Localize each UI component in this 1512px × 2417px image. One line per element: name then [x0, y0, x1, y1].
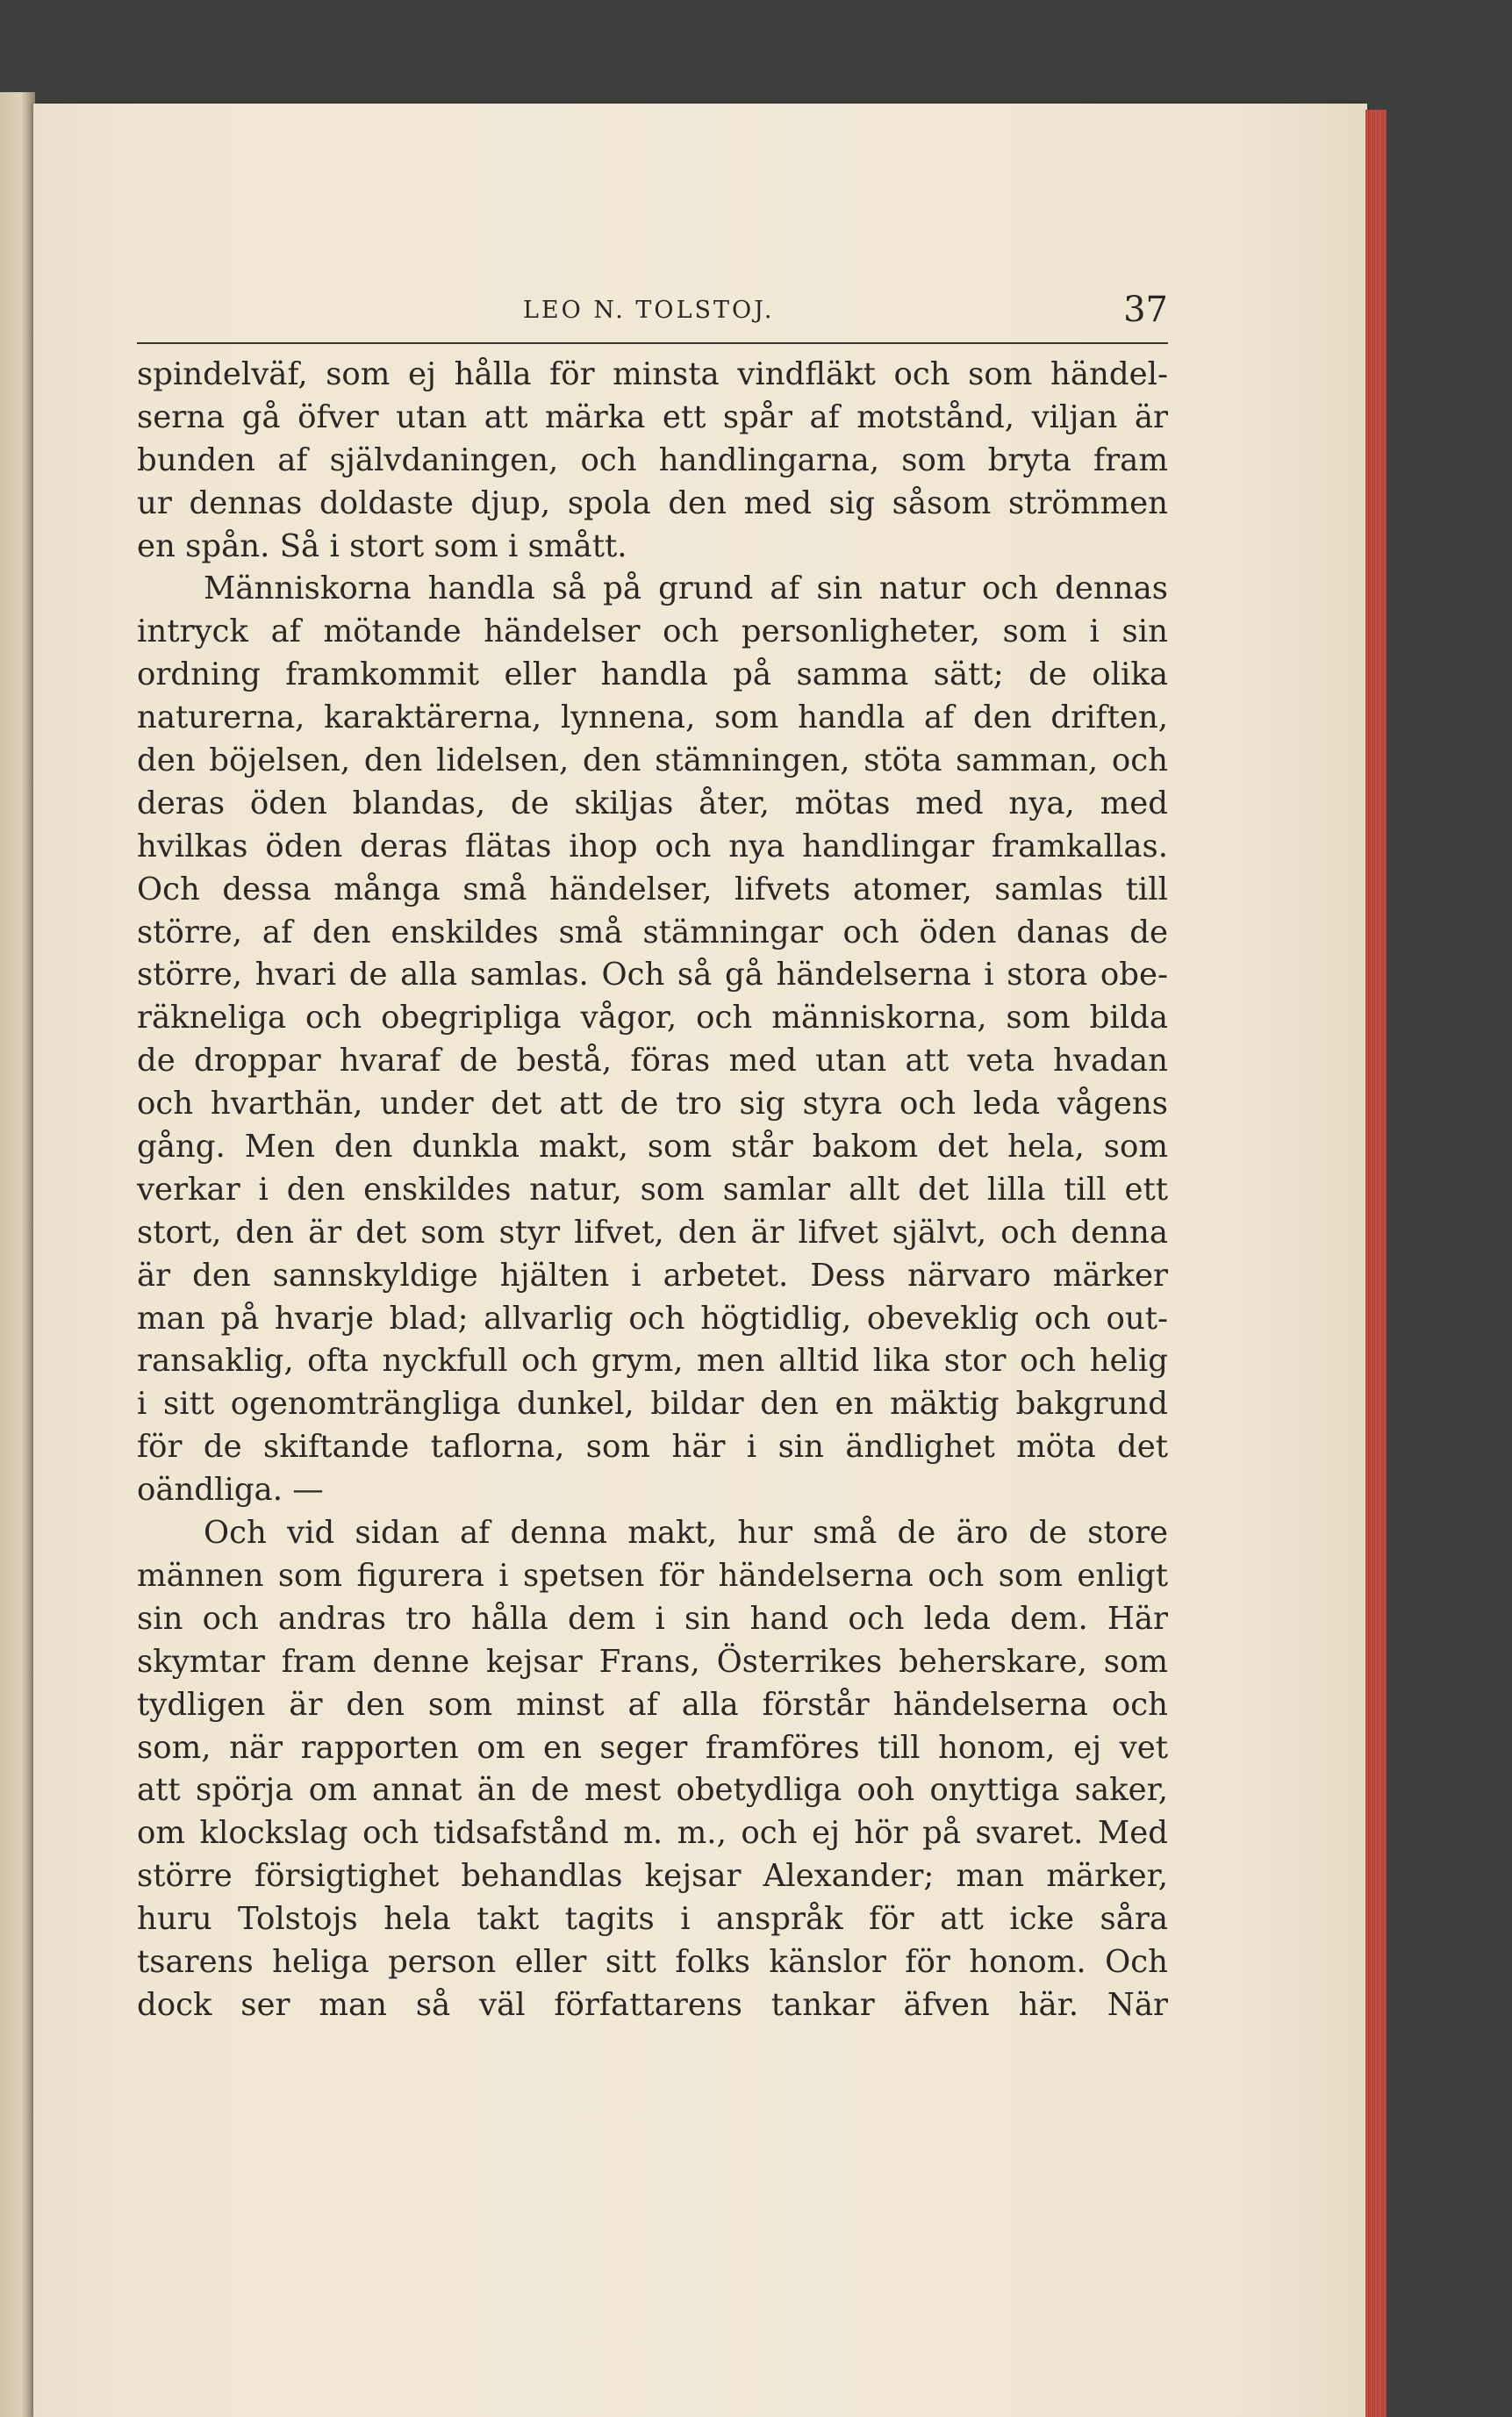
text-line: ordning framkommit eller handla på samma sätt; de olika — [137, 656, 1168, 693]
text-line: den böjelsen, den lidelsen, den stämningen, stöta samman, och — [137, 742, 1168, 779]
running-head: LEO N. TOLSTOJ. — [523, 297, 775, 324]
text-line: ur dennas doldaste djup, spola den med sig såsom strömmen — [137, 484, 1168, 521]
text-line: spindelväf, som ej hålla för minsta vindfläkt och som händel- — [137, 356, 1168, 392]
text-line: i sitt ogenomträngliga dunkel, bildar den en mäktig bakgrund — [137, 1386, 1168, 1423]
text-line: skymtar fram denne kejsar Frans, Österrikes beherskare, som — [137, 1643, 1168, 1680]
facing-page-edge — [0, 92, 35, 2417]
text-line: huru Tolstojs hela takt tagits i anspråk för att icke såra — [137, 1901, 1168, 1938]
text-line: tydligen är den som minst af alla förstår händelserna och — [137, 1686, 1168, 1723]
text-line: större försigtighet behandlas kejsar Alexander; man märker, — [137, 1858, 1168, 1895]
text-line: intryck af mötande händelser och personligheter, som i sin — [137, 613, 1168, 650]
text-line: gång. Men den dunkla makt, som står bakom det hela, som — [137, 1129, 1168, 1165]
text-line: hvilkas öden deras flätas ihop och nya handlingar framkallas. — [137, 828, 1168, 864]
text-line: Och vid sidan af denna makt, hur små de äro de store — [204, 1515, 1168, 1552]
text-line: deras öden blandas, de skiljas åter, mötas med nya, med — [137, 785, 1168, 821]
text-line: Människorna handla så på grund af sin natur och dennas — [204, 570, 1168, 607]
text-line: att spörja om annat än de mest obetydliga ooh onyttiga saker, — [137, 1772, 1168, 1809]
text-line: oändliga. — — [137, 1472, 324, 1509]
page-number: 37 — [1123, 290, 1168, 330]
text-line: Och dessa många små händelser, lifvets atomer, samlas till — [137, 871, 1168, 907]
text-line: ransaklig, ofta nyckfull och grym, men alltid lika stor och helig — [137, 1343, 1168, 1380]
text-line: större, af den enskildes små stämningar och öden danas de — [137, 914, 1168, 950]
text-line: är den sannskyldige hjälten i arbetet. Dess närvaro märker — [137, 1257, 1168, 1294]
header-rule — [137, 342, 1168, 344]
text-line: som, när rapporten om en seger framföres till honom, ej vet — [137, 1729, 1168, 1766]
text-line: de droppar hvaraf de bestå, föras med utan att veta hvadan — [137, 1043, 1168, 1079]
text-line: verkar i den enskildes natur, som samlar allt det lilla till ett — [137, 1171, 1168, 1208]
text-line: man på hvarje blad; allvarlig och högtidlig, obeveklig och out- — [137, 1300, 1168, 1337]
page-header — [137, 290, 1168, 342]
text-line: om klockslag och tidsafstånd m. m., och ej hör på svaret. Med — [137, 1815, 1168, 1852]
text-line: männen som figurera i spetsen för händelserna och som enligt — [137, 1557, 1168, 1594]
text-line: dock ser man så väl författarens tankar äfven här. När — [137, 1986, 1168, 2023]
text-line: räkneliga och obegripliga vågor, och människorna, som bilda — [137, 1000, 1168, 1036]
text-line: tsarens heliga person eller sitt folks känslor för honom. Och — [137, 1943, 1168, 1980]
body-text — [137, 354, 1168, 2027]
text-line: en spån. Så i stort som i smått. — [137, 527, 627, 564]
text-line: serna gå öfver utan att märka ett spår af motstånd, viljan är — [137, 398, 1168, 435]
text-line: stort, den är det som styr lifvet, den är lifvet självt, och denna — [137, 1214, 1168, 1251]
text-line: bunden af självdaningen, och handlingarna, som bryta fram — [137, 441, 1168, 478]
text-line: för de skiftande taflorna, som här i sin ändlighet möta det — [137, 1429, 1168, 1466]
text-line: naturerna, karaktärerna, lynnena, som handla af den driften, — [137, 699, 1168, 736]
red-page-edges — [1365, 110, 1387, 2417]
text-line: och hvarthän, under det att de tro sig styra och leda vågens — [137, 1086, 1168, 1122]
text-line: större, hvari de alla samlas. Och så gå händelserna i stora obe- — [137, 957, 1168, 993]
text-line: sin och andras tro hålla dem i sin hand och leda dem. Här — [137, 1600, 1168, 1637]
